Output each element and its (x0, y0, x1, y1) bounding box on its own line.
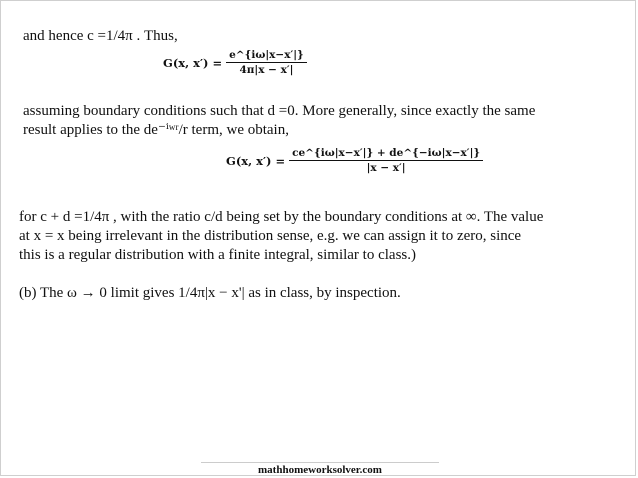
intro-line: and hence c =1/4π . Thus, (23, 28, 178, 44)
equation-2-denominator: |x − x′| (366, 162, 406, 174)
paragraph-4: (b) The ω → 0 limit gives 1/4π|x − x'| as in class, by inspection. (19, 285, 401, 301)
equation-1-numerator: e^{iω|x−x′|} (226, 49, 307, 63)
paragraph-3-line-2: at x = x being irrelevant in the distribution sense, e.g. we can assign it to zero, since (19, 228, 522, 244)
equation-1-lhs: G(x, x′) = (163, 55, 223, 70)
footer-website: mathhomeworksolver.com (201, 462, 439, 476)
paragraph-2-line-2: result applies to the de⁻ⁱʷʳ/r term, we obtain, (23, 122, 289, 138)
equation-2-fraction (289, 147, 483, 174)
equation-1-fraction (226, 49, 307, 76)
equation-2-numerator: ce^{iω|x−x′|} + de^{−iω|x−x′|} (289, 147, 483, 161)
paragraph-2-line-1: assuming boundary conditions such that d =0. More generally, since exactly the same (23, 103, 536, 119)
paragraph-3-line-3: this is a regular distribution with a finite integral, similar to class.) (19, 247, 417, 263)
equation-green-function-2 (226, 147, 483, 174)
equation-green-function-1 (163, 49, 307, 76)
equation-1-denominator: 4π|x − x′| (239, 64, 294, 76)
equation-2-lhs: G(x, x′) = (226, 153, 286, 168)
paragraph-3-line-1: for c + d =1/4π , with the ratio c/d being set by the boundary conditions at ∞. The value (19, 209, 544, 225)
